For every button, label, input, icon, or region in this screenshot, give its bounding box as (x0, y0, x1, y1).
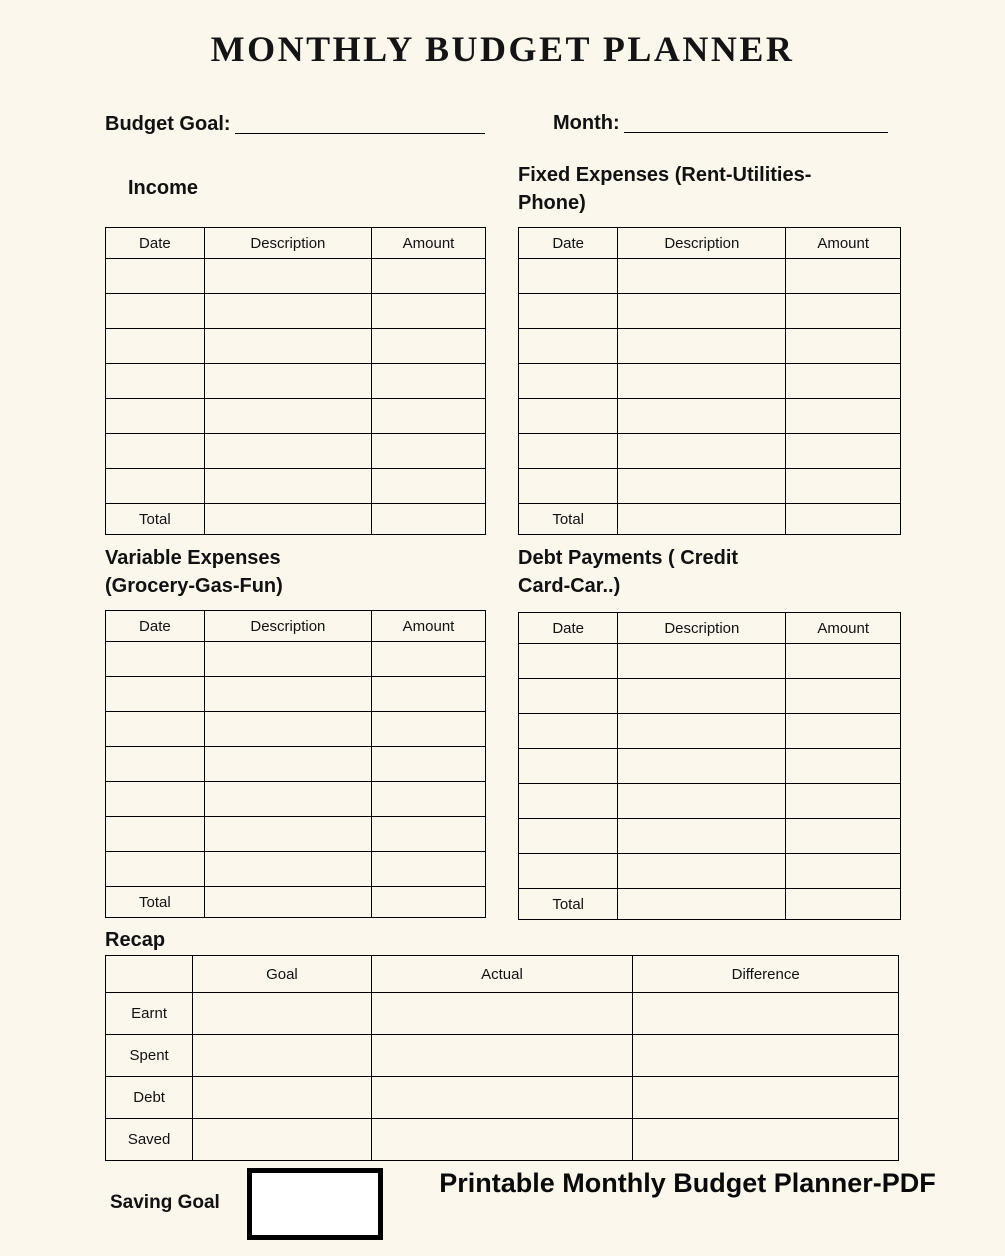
empty-cell (204, 782, 371, 817)
column-header-description: Description (204, 611, 371, 642)
table-row (106, 642, 486, 677)
empty-cell (106, 642, 205, 677)
empty-cell (106, 852, 205, 887)
empty-cell (106, 399, 205, 434)
total-row (106, 504, 486, 535)
column-header-amount: Amount (371, 228, 485, 259)
column-header-date: Date (106, 228, 205, 259)
table-row (106, 434, 486, 469)
saving-goal-box (247, 1168, 383, 1240)
empty-cell (204, 504, 371, 535)
column-header-actual: Actual (371, 956, 633, 993)
recap-row-label: Debt (106, 1077, 193, 1119)
empty-cell (618, 294, 786, 329)
table-row (519, 434, 901, 469)
empty-cell (371, 504, 485, 535)
empty-cell (106, 364, 205, 399)
variable-expenses-table (105, 610, 486, 918)
empty-cell (618, 819, 786, 854)
table-row (106, 817, 486, 852)
empty-cell (204, 364, 371, 399)
empty-cell (618, 364, 786, 399)
table-row (106, 852, 486, 887)
empty-cell (204, 399, 371, 434)
empty-cell (786, 504, 901, 535)
empty-cell (519, 434, 618, 469)
empty-cell (371, 817, 485, 852)
table-row (519, 644, 901, 679)
empty-cell (618, 399, 786, 434)
empty-cell (371, 469, 485, 504)
total-label: Total (519, 889, 618, 920)
column-header-difference: Difference (633, 956, 899, 993)
table-row (106, 294, 486, 329)
table-row (519, 714, 901, 749)
empty-cell (618, 749, 786, 784)
empty-cell (618, 259, 786, 294)
debt-payments-section-heading: Debt Payments ( Credit Card-Car..) (518, 547, 739, 597)
empty-cell (519, 679, 618, 714)
budget-goal-label: Budget Goal: (105, 113, 231, 135)
table-row (106, 747, 486, 782)
table-row (519, 329, 901, 364)
debt-payments-table (518, 612, 901, 920)
empty-cell (371, 747, 485, 782)
column-header-date: Date (519, 228, 618, 259)
empty-cell (519, 469, 618, 504)
budget-goal-field (105, 113, 485, 136)
empty-cell (193, 993, 371, 1035)
fixed-expenses-section-heading: Fixed Expenses (Rent-Utilities-Phone) (518, 164, 812, 214)
empty-cell (204, 817, 371, 852)
empty-cell (633, 1035, 899, 1077)
table-row (106, 329, 486, 364)
saving-goal-label: Saving Goal (110, 1192, 220, 1213)
empty-cell (786, 329, 901, 364)
empty-cell (371, 887, 485, 918)
empty-cell (519, 784, 618, 819)
empty-cell (106, 747, 205, 782)
column-header-goal: Goal (193, 956, 371, 993)
table-row (519, 854, 901, 889)
table-row (106, 259, 486, 294)
empty-cell (204, 712, 371, 747)
empty-cell (519, 819, 618, 854)
empty-cell (786, 364, 901, 399)
recap-row-label: Earnt (106, 993, 193, 1035)
empty-cell (519, 644, 618, 679)
empty-cell (786, 399, 901, 434)
table-header-row (519, 228, 901, 259)
empty-cell (193, 1035, 371, 1077)
printable-note: Printable Monthly Budget Planner-PDF (439, 1168, 936, 1198)
table-row (106, 993, 899, 1035)
empty-cell (519, 714, 618, 749)
empty-cell (204, 677, 371, 712)
column-header-date: Date (519, 613, 618, 644)
column-header-amount: Amount (786, 228, 901, 259)
empty-cell (371, 993, 633, 1035)
empty-cell (106, 294, 205, 329)
table-row (106, 677, 486, 712)
table-row (519, 679, 901, 714)
total-row (519, 504, 901, 535)
column-header-amount: Amount (371, 611, 485, 642)
table-header-row (106, 956, 899, 993)
fixed-expenses-table (518, 227, 901, 535)
empty-cell (204, 294, 371, 329)
empty-cell (618, 854, 786, 889)
income-table (105, 227, 486, 535)
table-header-row (106, 228, 486, 259)
empty-cell (618, 889, 786, 920)
empty-cell (618, 714, 786, 749)
recap-row-label: Spent (106, 1035, 193, 1077)
empty-cell (106, 712, 205, 747)
empty-cell (786, 294, 901, 329)
empty-cell (519, 329, 618, 364)
empty-cell (106, 677, 205, 712)
table-row (519, 819, 901, 854)
empty-cell (204, 329, 371, 364)
column-header-description: Description (618, 613, 786, 644)
empty-cell (618, 784, 786, 819)
empty-cell (618, 329, 786, 364)
empty-cell (371, 677, 485, 712)
empty-cell (786, 819, 901, 854)
empty-cell (618, 679, 786, 714)
column-header-amount: Amount (786, 613, 901, 644)
empty-cell (633, 993, 899, 1035)
table-row (106, 399, 486, 434)
recap-table (105, 955, 899, 1161)
empty-cell (519, 259, 618, 294)
table-row (106, 782, 486, 817)
column-header-description: Description (618, 228, 786, 259)
month-field (553, 112, 888, 135)
table-row (519, 469, 901, 504)
empty-cell (204, 852, 371, 887)
empty-cell (106, 782, 205, 817)
table-row (519, 784, 901, 819)
total-label: Total (519, 504, 618, 535)
empty-cell (106, 329, 205, 364)
empty-cell (204, 642, 371, 677)
table-row (519, 259, 901, 294)
empty-cell (786, 749, 901, 784)
month-label: Month: (553, 112, 620, 134)
empty-cell (786, 469, 901, 504)
empty-cell (204, 259, 371, 294)
empty-cell (633, 1077, 899, 1119)
page-title: MONTHLY BUDGET PLANNER (210, 29, 795, 69)
empty-cell (519, 854, 618, 889)
empty-cell (786, 889, 901, 920)
table-row (106, 364, 486, 399)
table-row (519, 294, 901, 329)
empty-cell (371, 1035, 633, 1077)
empty-cell (786, 644, 901, 679)
table-header-row (519, 613, 901, 644)
empty-cell (786, 784, 901, 819)
empty-cell (519, 364, 618, 399)
total-label: Total (106, 504, 205, 535)
total-row (519, 889, 901, 920)
table-row (519, 749, 901, 784)
empty-cell (519, 294, 618, 329)
empty-cell (371, 259, 485, 294)
empty-cell (204, 434, 371, 469)
table-row (519, 399, 901, 434)
total-row (106, 887, 486, 918)
empty-cell (106, 817, 205, 852)
empty-cell (371, 712, 485, 747)
empty-cell (106, 259, 205, 294)
empty-cell (106, 469, 205, 504)
empty-cell (633, 1119, 899, 1161)
empty-cell (786, 434, 901, 469)
empty-cell (618, 434, 786, 469)
empty-cell (193, 1119, 371, 1161)
empty-cell (371, 434, 485, 469)
empty-cell (786, 679, 901, 714)
empty-cell (519, 749, 618, 784)
table-header-row (106, 611, 486, 642)
empty-cell (193, 1077, 371, 1119)
empty-cell (371, 852, 485, 887)
table-row (106, 1077, 899, 1119)
empty-cell (106, 434, 205, 469)
empty-cell (786, 714, 901, 749)
month-blank-line (624, 112, 888, 133)
table-row (106, 712, 486, 747)
column-header-description: Description (204, 228, 371, 259)
empty-cell (786, 854, 901, 889)
empty-cell (371, 782, 485, 817)
budget-goal-blank-line (235, 113, 485, 134)
table-row (106, 469, 486, 504)
empty-cell (618, 504, 786, 535)
variable-expenses-section-heading: Variable Expenses (Grocery-Gas-Fun) (105, 547, 283, 597)
empty-cell (371, 364, 485, 399)
recap-row-label: Saved (106, 1119, 193, 1161)
empty-cell (371, 1077, 633, 1119)
table-row (106, 1035, 899, 1077)
empty-cell (371, 642, 485, 677)
empty-cell (371, 399, 485, 434)
empty-cell (618, 469, 786, 504)
empty-cell (371, 1119, 633, 1161)
empty-cell (786, 259, 901, 294)
empty-cell (371, 294, 485, 329)
empty-cell (371, 329, 485, 364)
empty-cell (204, 747, 371, 782)
empty-cell (618, 644, 786, 679)
table-row (519, 364, 901, 399)
empty-cell (204, 887, 371, 918)
income-section-heading: Income (128, 177, 199, 199)
recap-corner-cell (106, 956, 193, 993)
table-row (106, 1119, 899, 1161)
column-header-date: Date (106, 611, 205, 642)
empty-cell (204, 469, 371, 504)
recap-section-heading: Recap (105, 929, 166, 951)
total-label: Total (106, 887, 205, 918)
empty-cell (519, 399, 618, 434)
